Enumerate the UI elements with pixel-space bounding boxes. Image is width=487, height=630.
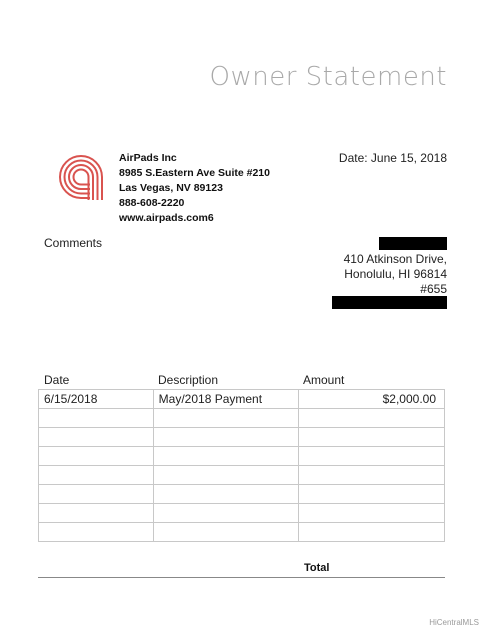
address-line-2: Honolulu, HI 96814 <box>344 267 447 281</box>
company-info <box>119 151 270 226</box>
table-row <box>39 409 445 428</box>
address-line-1: 410 Atkinson Drive, <box>343 252 447 266</box>
cell-amount <box>299 466 445 485</box>
table-row <box>39 466 445 485</box>
cell-date <box>39 485 154 504</box>
cell-amount <box>299 428 445 447</box>
company-city: Las Vegas, NV 89123 <box>119 182 223 194</box>
company-name: AirPads Inc <box>119 152 177 164</box>
total-label: Total <box>304 562 330 574</box>
cell-date <box>39 466 154 485</box>
statement-title: Owner Statement <box>209 62 447 92</box>
cell-date <box>39 447 154 466</box>
company-street: 8985 S.Eastern Ave Suite #210 <box>119 167 270 179</box>
table-row <box>39 523 445 542</box>
cell-date: 6/15/2018 <box>39 390 154 409</box>
cell-date <box>39 409 154 428</box>
table-row <box>39 485 445 504</box>
mls-watermark: HiCentralMLS <box>429 618 479 627</box>
company-phone: 888-608-2220 <box>119 197 185 209</box>
cell-date <box>39 504 154 523</box>
comments-label: Comments <box>44 236 103 250</box>
cell-description <box>153 504 299 523</box>
cell-amount <box>299 504 445 523</box>
company-website: www.airpads.com6 <box>119 212 214 224</box>
cell-description <box>153 466 299 485</box>
statement-date: Date: June 15, 2018 <box>338 151 447 165</box>
table-row <box>39 428 445 447</box>
table-row <box>39 447 445 466</box>
cell-description <box>153 428 299 447</box>
redaction-bar-name <box>379 237 447 250</box>
address-unit: #655 <box>420 282 447 296</box>
cell-description <box>153 485 299 504</box>
cell-date <box>39 428 154 447</box>
cell-description <box>153 447 299 466</box>
redaction-bar-account <box>332 296 447 309</box>
cell-description: May/2018 Payment <box>153 390 299 409</box>
recipient-address <box>344 252 447 297</box>
cell-amount <box>299 447 445 466</box>
column-header-date: Date <box>44 373 70 387</box>
cell-description <box>153 409 299 428</box>
cell-date <box>39 523 154 542</box>
cell-amount: $2,000.00 <box>299 390 445 409</box>
cell-amount <box>299 485 445 504</box>
cell-amount <box>299 523 445 542</box>
column-header-amount: Amount <box>303 373 345 387</box>
cell-description <box>153 523 299 542</box>
cell-amount <box>299 409 445 428</box>
total-divider <box>38 577 445 578</box>
table-row <box>39 504 445 523</box>
column-header-description: Description <box>158 373 219 387</box>
airpads-logo <box>54 150 108 204</box>
table-row <box>39 390 445 409</box>
ledger-table <box>38 389 445 542</box>
